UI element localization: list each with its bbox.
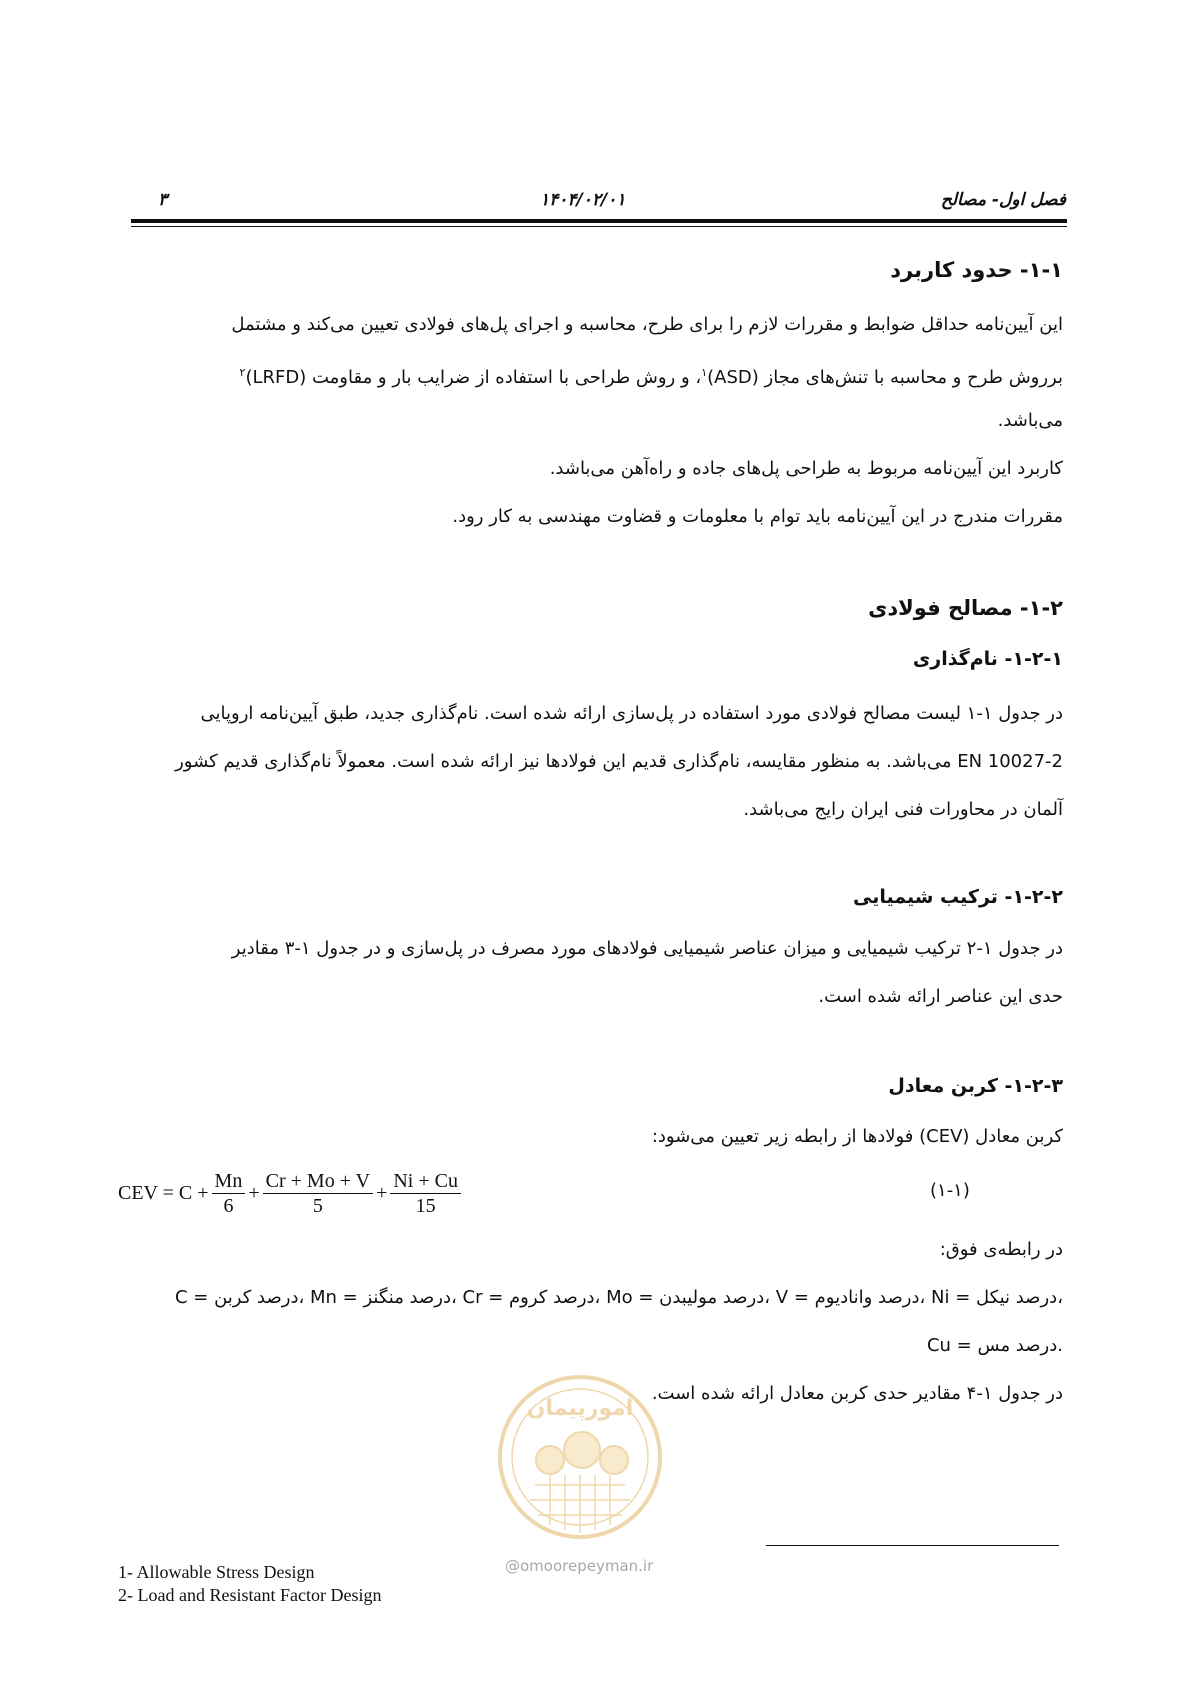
cev-formula bbox=[118, 1163, 464, 1223]
paragraph-1-1-p3: مقررات مندرج در این آیین‌نامه باید توام با معلومات و قضاوت مهندسی به کار رود. bbox=[452, 506, 1063, 527]
asd-abbrev: (ASD) bbox=[707, 367, 759, 388]
paragraph-1-2-2-line2: حدی این عناصر ارائه شده است. bbox=[818, 986, 1063, 1007]
paragraph-1-2-2-line1: در جدول ۱-۲ ترکیب شیمیایی و میزان عناصر شیمیایی فولادهای مورد مصرف در پل‌سازی و در جدول ۱-۳ مقادیر bbox=[231, 938, 1063, 959]
footnote-1: 1- Allowable Stress Design bbox=[118, 1562, 315, 1582]
formula-lhs: CEV = C + bbox=[118, 1181, 209, 1204]
standard-code: EN 10027-2 bbox=[957, 751, 1063, 772]
chapter-title: فصل اول- مصالح bbox=[940, 190, 1066, 210]
footnote-ref-2: ۲ bbox=[239, 366, 246, 379]
fraction-cr-mo-v bbox=[263, 1169, 373, 1218]
header-rule-thin bbox=[131, 226, 1067, 227]
watermark-url: @omoorepeyman.ir bbox=[505, 1557, 654, 1575]
watermark-seal-icon bbox=[490, 1365, 670, 1545]
paragraph-1-1-line3: می‌باشد. bbox=[997, 410, 1063, 431]
paragraph-definitions-line2: Cu = درصد مس. bbox=[926, 1335, 1063, 1356]
fraction-numerator: Ni + Cu bbox=[390, 1169, 461, 1194]
paragraph-1-2-1-line2 bbox=[130, 738, 1063, 786]
paragraph-1-2-3-intro: کربن معادل (CEV) فولادها از رابطه زیر تعیین می‌شود: bbox=[651, 1126, 1063, 1147]
equation-number: (۱-۱) bbox=[930, 1180, 970, 1201]
section-heading-1-2: ۱-۲- مصالح فولادی bbox=[868, 596, 1063, 620]
subsection-heading-1-2-3: ۱-۲-۳- کربن معادل bbox=[888, 1075, 1063, 1097]
footnote-ref-1: ۱ bbox=[701, 366, 708, 379]
footnote-separator bbox=[766, 1545, 1059, 1546]
fraction-denominator: 15 bbox=[415, 1194, 436, 1217]
fraction-denominator: 5 bbox=[312, 1194, 323, 1217]
paragraph-table-ref: در جدول ۱-۴ مقادیر حدی کربن معادل ارائه شده است. bbox=[651, 1383, 1063, 1404]
paragraph-definitions-line1: C = درصد کربن، Mn = درصد منگنز، Cr = درصد کروم، Mo = درصد مولیبدن، V = درصد وانادیوم، Ni = درصد نیکل، bbox=[174, 1287, 1063, 1308]
fraction-ni-cu bbox=[390, 1169, 461, 1218]
fraction-numerator: Mn bbox=[212, 1169, 246, 1194]
paragraph-1-1-line1: این آیین‌نامه حداقل ضوابط و مقررات لازم را برای طرح، محاسبه و اجرای پل‌های فولادی تعیین می‌کند و مشتمل bbox=[231, 314, 1063, 335]
fraction-mn bbox=[212, 1169, 246, 1218]
fraction-numerator: Cr + Mo + V bbox=[263, 1169, 373, 1194]
page-number: ۳ bbox=[158, 190, 168, 210]
paragraph-1-2-1-line3: آلمان در محاورات فنی ایران رایج می‌باشد. bbox=[743, 799, 1063, 820]
watermark-logo bbox=[490, 1365, 670, 1545]
lrfd-abbrev: (LRFD) bbox=[245, 367, 307, 388]
header-date: ۱۴۰۴/۰۲/۰۱ bbox=[540, 190, 626, 210]
watermark-logo-text: امورپیمان bbox=[526, 1396, 634, 1421]
text-run: ، و روش طراحی با استفاده از ضرایب بار و مقاومت bbox=[306, 367, 702, 388]
fraction-denominator: 6 bbox=[223, 1194, 234, 1217]
subsection-heading-1-2-1: ۱-۲-۱- نام‌گذاری bbox=[912, 648, 1063, 670]
text-run: برروش طرح و محاسبه با تنش‌های مجاز bbox=[758, 367, 1063, 388]
paragraph-where: در رابطه‌ی فوق: bbox=[939, 1239, 1063, 1260]
section-heading-1-1: ۱-۱- حدود کاربرد bbox=[890, 258, 1063, 282]
paragraph-1-2-1-line1: در جدول ۱-۱ لیست مصالح فولادی مورد استفاده در پل‌سازی ارائه شده است. نام‌گذاری جدید، طبق آیین‌نامه اروپایی bbox=[200, 703, 1063, 724]
text-run: می‌باشد. به منظور مقایسه، نام‌گذاری قدیم این فولادها نیز ارائه شده است. معمولاً نام‌گذاری قدیم کشور bbox=[175, 751, 958, 772]
header-rule-thick bbox=[131, 219, 1067, 223]
subsection-heading-1-2-2: ۱-۲-۲- ترکیب شیمیایی bbox=[853, 886, 1063, 908]
paragraph-1-1-p2: کاربرد این آیین‌نامه مربوط به طراحی پل‌های جاده و راه‌آهن می‌باشد. bbox=[549, 458, 1063, 479]
paragraph-1-1-line2 bbox=[130, 349, 1063, 402]
footnote-2: 2- Load and Resistant Factor Design bbox=[118, 1585, 382, 1605]
plus-sign: + bbox=[248, 1181, 260, 1204]
plus-sign: + bbox=[376, 1181, 388, 1204]
